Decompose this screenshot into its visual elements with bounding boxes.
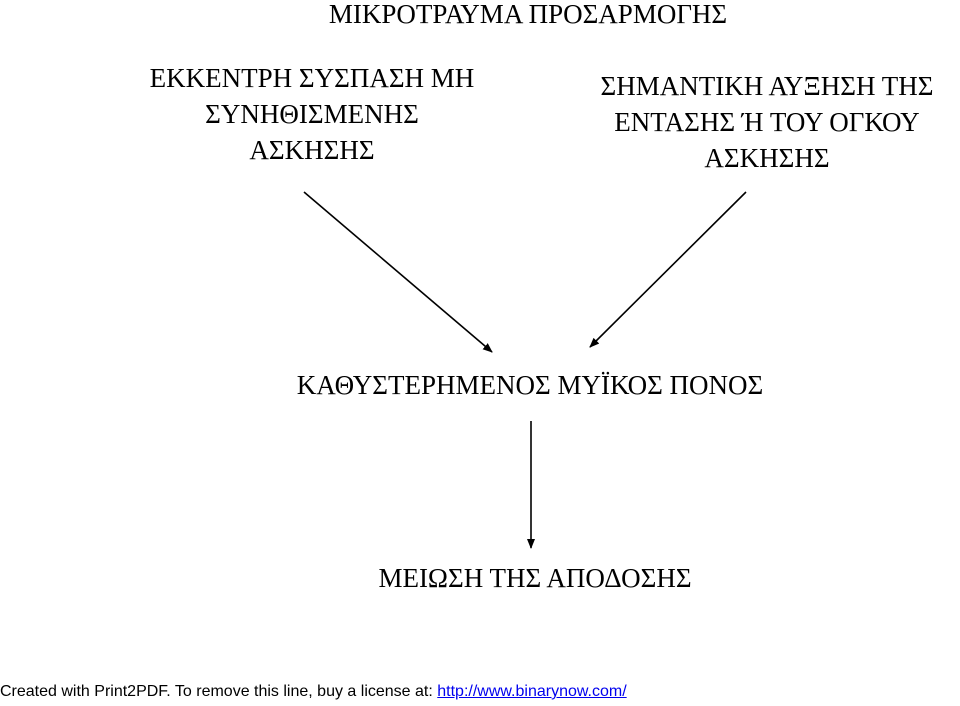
node-performance-decrease: ΜΕΙΩΣΗ ΤΗΣ ΑΠΟΔΟΣΗΣ — [378, 563, 692, 593]
node-delayed-muscle-soreness: ΚΑΘΥΣΤΕΡΗΜΕΝΟΣ ΜΥΪΚΟΣ ΠΟΝΟΣ — [296, 370, 764, 400]
node-right-line-3: ΑΣΚΗΣΗΣ — [704, 143, 830, 173]
node-right-line-2: ΕΝΤΑΣΗΣ Ή ΤΟΥ ΟΓΚΟΥ — [614, 107, 920, 137]
node-left-line-2: ΣΥΝΗΘΙΣΜΕΝΗΣ — [205, 99, 419, 129]
footer-text: Created with Print2PDF. To remove this line, buy a license at: — [0, 683, 438, 700]
node-right-line-1: ΣΗΜΑΝΤΙΚΗ ΑΥΞΗΣΗ ΤΗΣ — [600, 71, 934, 101]
arrow-left-to-middle — [304, 192, 492, 352]
arrow-right-to-middle — [590, 192, 746, 347]
diagram-title: ΜΙΚΡΟΤΡΑΥΜΑ ΠΡΟΣΑΡΜΟΓΗΣ — [328, 0, 728, 29]
node-left-line-1: ΕΚΚΕΝΤΡΗ ΣΥΣΠΑΣΗ ΜΗ — [149, 63, 475, 93]
footer-link[interactable]: http://www.binarynow.com/ — [437, 683, 627, 700]
node-left-line-3: ΑΣΚΗΣΗΣ — [249, 135, 375, 165]
watermark-footer — [0, 682, 627, 702]
